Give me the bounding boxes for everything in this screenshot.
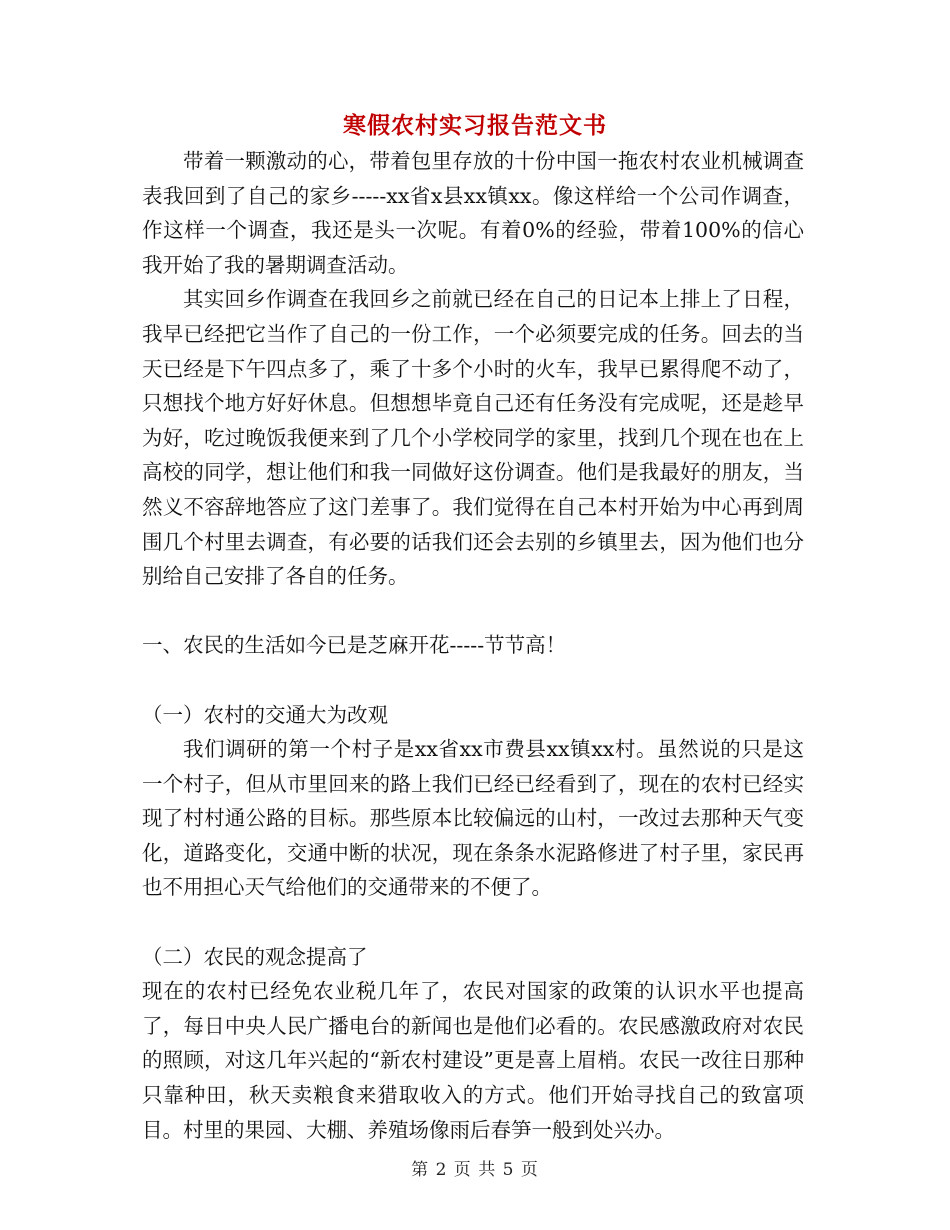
- blank-line: [142, 905, 804, 940]
- subsection-heading-1: （一）农村的交通大为改观: [142, 702, 388, 727]
- subsection-heading-2: （二）农民的观念提高了: [142, 944, 368, 969]
- page-number-footer: 第 2 页 共 5 页: [411, 1160, 539, 1180]
- blank-line: [142, 594, 804, 629]
- paragraph-transport: 我们调研的第一个村子是xx省xx市费县xx镇xx村。虽然说的只是这一个村子，但从市里回来的路上我们已经已经看到了，现在的农村已经实现了村村通公路的目标。那些原本比较偏远的山村，一改过去那种天气变化，道路变化，交通中断的状况，现在条条水泥路修进了村子里，家民再也不用担心天气给他们的交通带来的不便了。: [142, 737, 804, 900]
- paragraph-plan: 其实回乡作调查在我回乡之前就已经在自己的日记本上排上了日程，我早已经把它当作了自己的一份工作，一个必须要完成的任务。回去的当天已经是下午四点多了，乘了十多个小时的火车，我早已累得爬不动了，只想找个地方好好休息。但想想毕竟自己还有任务没有完成呢，还是趁早为好，吃过晚饭我便来到了几个小学校同学的家里，找到几个现在也在上高校的同学，想让他们和我一同做好这份调查。他们是我最好的朋友，当然义不容辞地答应了这门差事了。我们觉得在自己本村开始为中心再到周围几个村里去调查，有必要的话我们还会去别的乡镇里去，因为他们也分别给自己安排了各自的任务。: [142, 287, 804, 589]
- document-body: [142, 144, 804, 1147]
- document-title: 寒假农村实习报告范文书: [343, 112, 607, 139]
- blank-line: [142, 663, 804, 698]
- section-heading-1: 一、农民的生活如今已是芝麻开花-----节节高！: [142, 633, 567, 658]
- paragraph-concept: 现在的农村已经免农业税几年了，农民对国家的政策的认识水平也提高了，每日中央人民广播电台的新闻也是他们必看的。农民感激政府对农民的照顾，对这几年兴起的“新农村建设”更是喜上眉梢。农民一改往日那种只靠种田，秋天卖粮食来猎取收入的方式。他们开始寻找自己的致富项目。村里的果园、大棚、养殖场像雨后春笋一般到处兴办。: [142, 979, 804, 1142]
- paragraph-intro: 带着一颗激动的心，带着包里存放的十份中国一拖农村农业机械调查表我回到了自己的家乡-----xx省x县xx镇xx。像这样给一个公司作调查，作这样一个调查，我还是头一次呢。有着0%的经验，带着100%的信心我开始了我的暑期调查活动。: [142, 149, 804, 277]
